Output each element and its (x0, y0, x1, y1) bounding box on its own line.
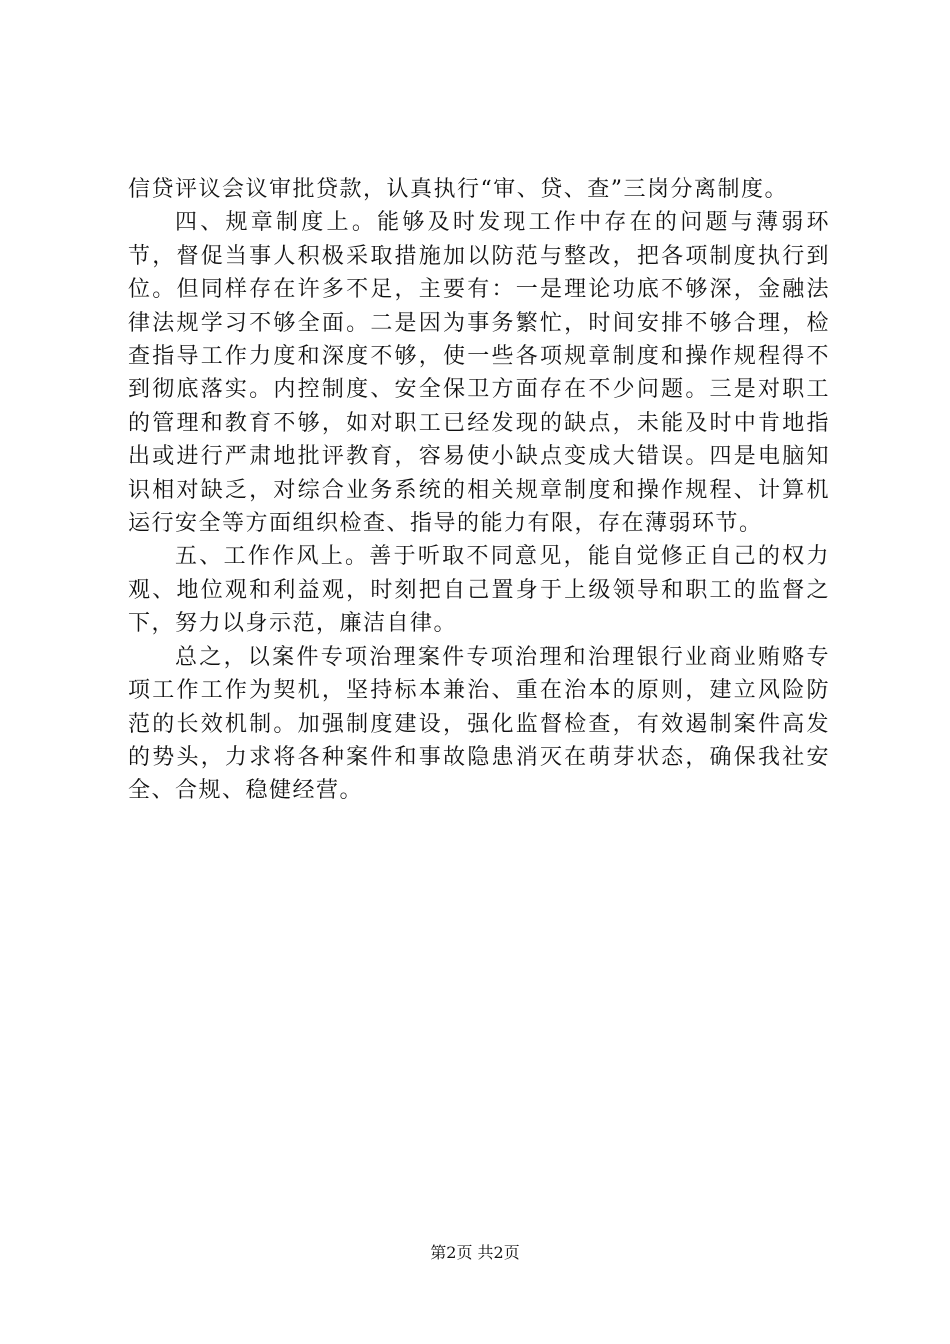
document-body (128, 173, 830, 808)
paragraph-continuation: 信贷评议会议审批贷款，认真执行“审、贷、查”三岗分离制度。 (128, 177, 788, 202)
paragraph-work-style: 五、工作作风上。善于听取不同意见，能自觉修正自己的权力观、地位观和利益观，时刻把自己置身于上级领导和职工的监督之下，努力以身示范，廉洁自律。 (128, 544, 830, 637)
paragraph-conclusion: 总之，以案件专项治理案件专项治理和治理银行业商业贿赂专项工作工作为契机，坚持标本兼治、重在治本的原则，建立风险防范的长效机制。加强制度建设，强化监督检查，有效遏制案件高发的势头，力求将各种案件和事故隐患消灭在萌芽状态，确保我社安全、合规、稳健经营。 (128, 644, 830, 804)
paragraph-regulations: 四、规章制度上。能够及时发现工作中存在的问题与薄弱环节，督促当事人积极采取措施加以防范与整改，把各项制度执行到位。但同样存在许多不足，主要有：一是理论功底不够深，金融法律法规学习不够全面。二是因为事务繁忙，时间安排不够合理，检查指导工作力度和深度不够，使一些各项规章制度和操作规程得不到彻底落实。内控制度、安全保卫方面存在不少问题。三是对职工的管理和教育不够，如对职工已经发现的缺点，未能及时中肯地指出或进行严肃地批评教育，容易使小缺点变成大错误。四是电脑知识相对缺乏，对综合业务系统的相关规章制度和操作规程、计算机运行安全等方面组织检查、指导的能力有限，存在薄弱环节。 (128, 210, 830, 537)
page-number-footer: 第2页 共2页 (430, 1243, 520, 1262)
